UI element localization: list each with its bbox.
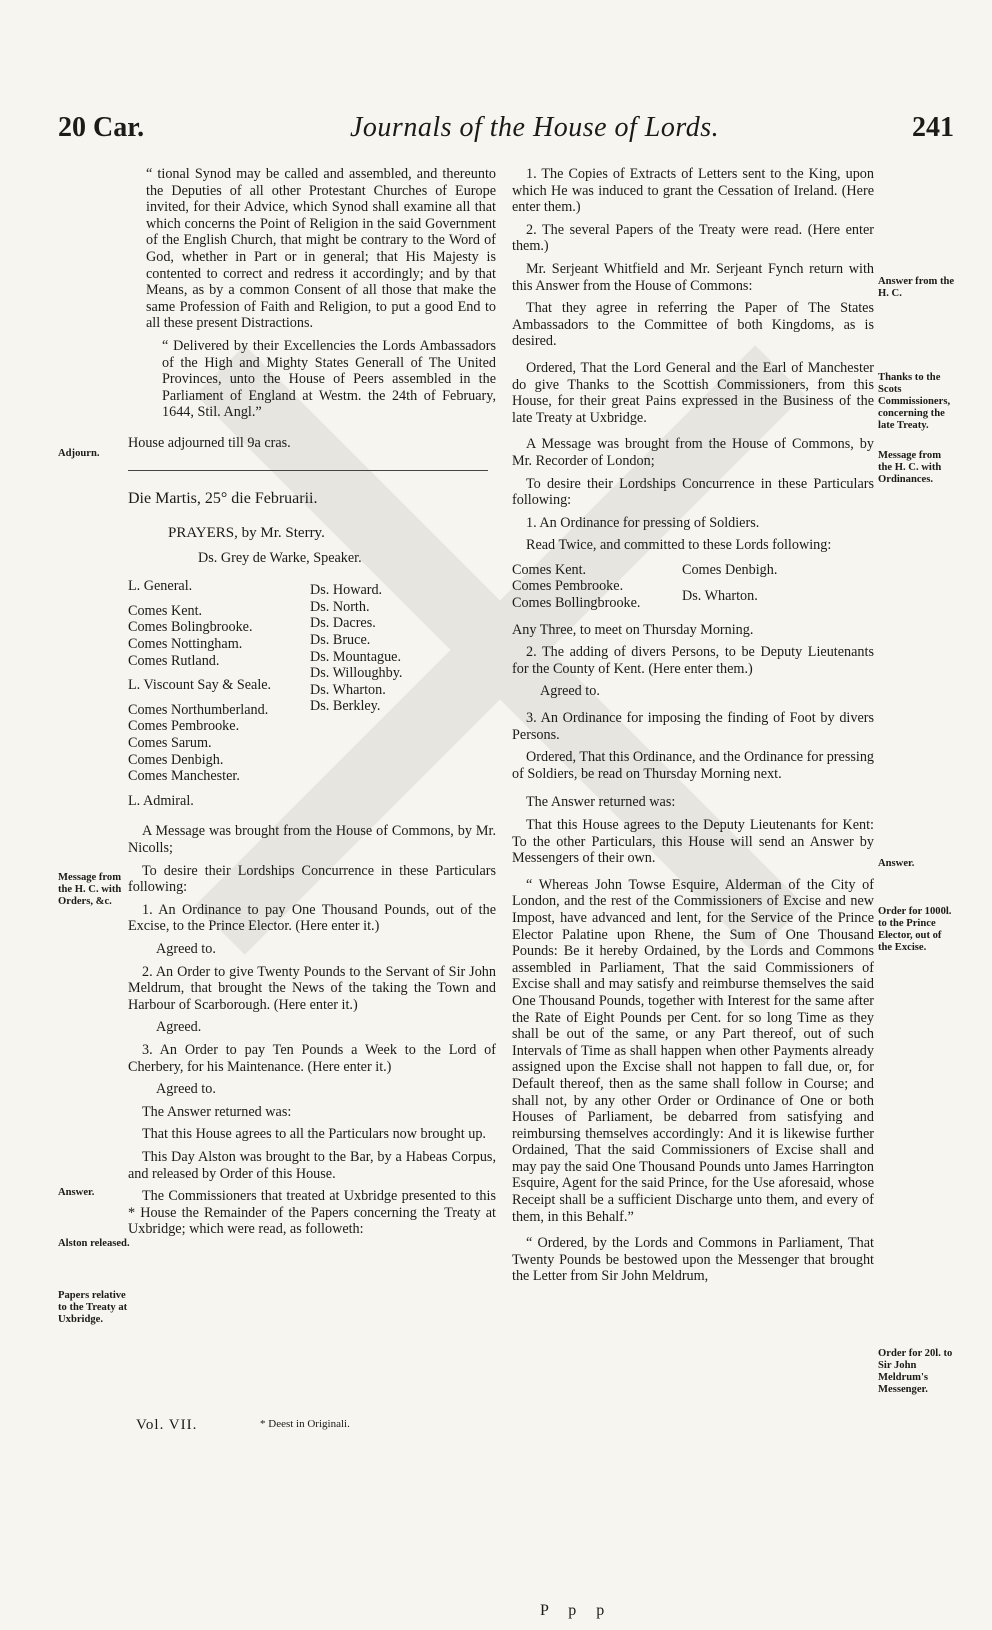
committee-member: Comes Denbigh. [682,561,778,578]
member: Comes Kent. [128,602,203,619]
messenger-order: “ Ordered, by the Lords and Commons in Parliament, That Twenty Pounds be bestowed upon the Messenger that brought the Letter from Sir John Meldrum, [512,1235,874,1285]
member: L. Admiral. [128,792,194,809]
member: L. General. [128,578,193,595]
committee-member: Comes Kent. [512,561,587,578]
footnote: * Deest in Originali. [260,1418,350,1430]
member: Comes Rutland. [128,652,220,669]
header-session: 20 Car. [58,112,145,143]
answer-text-right: That this House agrees to the Deputy Lieutenants for Kent: To the other Particulars, this House will send an Answer by Messengers of their own. [512,817,874,867]
ordinance-pressing: 1. An Ordinance for pressing of Soldiers. [526,514,760,531]
message-commons-2: A Message was brought from the House of Commons, by Mr. Recorder of London; [512,436,874,469]
member: Comes Denbigh. [128,751,224,768]
margin-note-order-20: Order for 20l. to Sir John Meldrum's Messenger. [878,1348,953,1395]
committee-lords-right [682,562,852,612]
member: Ds. Howard. [310,582,383,599]
members-right-list [310,578,470,809]
agreed-note: Agreed. [156,1019,202,1036]
synod-quote: “ tional Synod may be called and assembled, and thereunto the Deputies of all other Protestant Churches of Europe invited, for their Advice, which Synod shall examine all that which concerns the Point of Religion in the said Government of the English Church, that might be contrary to the Word of God, whether in Part or in general; that His Majesty is contented to correct and redress it accordingly; and by that Means, as by a common Consent of all those that make the same Profession of Faith and Religion, to put a good End to all these present Distractions. [146,166,496,332]
section-divider [128,470,488,471]
member: L. Viscount Say & Seale. [128,677,272,694]
margin-note-answer-right: Answer. [878,858,915,869]
states-ambassadors: That they agree in referring the Paper of The States Ambassadors to the Committee of both Kingdoms, as is desired. [512,300,874,350]
committee-member: Comes Bollingbrooke. [512,595,641,612]
message-desire-1: To desire their Lordships Concurrence in these Particulars following: [128,862,496,896]
page-number: 241 [912,112,954,143]
member: Ds. Dacres. [310,615,376,632]
speaker-line: Ds. Grey de Warke, Speaker. [198,549,362,566]
delivered-quote: “ Delivered by their Excellencies the Lords Ambassadors of the High and Mighty States Generall of The United Provinces, unto the House of Peers assembled in the Parliament of England at Westm. the 24th of February, 1644, Stil. Angl.” [162,337,496,421]
uxbridge-papers: The Commissioners that treated at Uxbridge presented to this * House the Remainder of the Papers concerning the Treaty at Uxbridge; which were read, as followeth: [128,1188,496,1238]
margin-note-alston: Alston released. [58,1238,130,1249]
agreed-note: Agreed to. [156,1081,216,1098]
meeting-note: Any Three, to meet on Thursday Morning. [512,621,754,638]
left-column [128,166,496,1244]
margin-note-adjourn: Adjourn. [58,448,100,459]
member: Comes Manchester. [128,768,240,785]
message-desire-2: To desire their Lordships Concurrence in these Particulars following: [512,475,874,509]
committee-member: Ds. Wharton. [682,588,758,605]
signature-mark: P p p [540,1602,613,1619]
alston-release: This Day Alston was brought to the Bar, by a Habeas Corpus, and released by Order of this House. [128,1148,496,1182]
member: Ds. Berkley. [310,698,381,715]
day-heading-text: Die Martis, 25° die Februarii. [128,489,318,507]
margin-note-papers: Papers relative to the Treaty at Uxbridge. [58,1290,128,1325]
member: Comes Northumberland. [128,701,269,718]
ordinance-item-2: 2. An Order to give Twenty Pounds to the Servant of Sir John Meldrum, that brought the News of the taking the Town and Harbour of Scarborough. (Here enter it.) [128,963,496,1013]
day-heading [128,491,496,508]
header-title: Journals of the House of Lords. [350,112,720,143]
margin-note-thanks: Thanks to the Scots Commissioners, concerning the late Treaty. [878,372,951,431]
answer-returned-right: The Answer returned was: [526,794,676,811]
ordered-reading: Ordered, That this Ordinance, and the Ordinance for pressing of Soldiers, be read on Thursday Morning next. [512,749,875,782]
member: Comes Bolingbrooke. [128,619,253,636]
adjourn-text: House adjourned till 9a cras. [128,434,291,451]
margin-note-answer: Answer. [58,1187,95,1198]
member: Ds. Bruce. [310,632,371,649]
ordinance-foot: 3. An Ordinance for imposing the finding of Foot by divers Persons. [512,710,874,743]
committee-lords-left [512,562,682,612]
letters-extracts: 1. The Copies of Extracts of Letters sent to the King, upon which He was induced to grant the Cessation of Ireland. (Here enter them.) [512,166,874,216]
serjeants-return: Mr. Serjeant Whitfield and Mr. Serjeant Fynch return with this Answer from the House of Commons: [512,260,874,294]
margin-note-order-1000: Order for 1000l. to the Prince Elector, out of the Excise. [878,906,952,953]
members-present [128,578,496,809]
committee-lords [512,562,874,612]
volume-label: Vol. VII. [136,1417,198,1433]
member: Ds. Willoughby. [310,665,403,682]
members-left-list [128,578,298,809]
excise-ordinance: “ Whereas John Towse Esquire, Alderman of the City of London, and the rest of the Commissioners of Excise and new Impost, have advanced and lent, for the Service of the Prince Elector Palatine upon Rhene, the Sum of One Thousand Pounds: Be it hereby Ordained, by the Lords and Commons assembled in Parliament, That the said Commissioners of Excise shall and may satisfy and reimburse themselves the said One Thousand Pounds, together with Interest for the same after the Rate of Eight Pounds per Cent. for so long Time as they shall be out of the same, or any Part thereof, out of such Intervals of Time as shall happen when other Payments already assigned upon the Excise shall not happen to fall due, or, for Default thereof, then as the same shall follow in Course; and shall not, by any other Order or Ordinance of One or both Houses of Parliament, be debarred from satisfying and reimbursing themselves accordingly: And it is likewise further Ordained, That the said Commissioners of Excise shall and may pay the said One Thousand Pounds unto James Harrington Esquire, Agent for the said Prince, for the Use aforesaid, whose Receipt shall be a sufficient Discharge unto them, and every of them, in this Behalf.” [512,876,874,1225]
message-commons-1: A Message was brought from the House of Commons, by Mr. Nicolls; [128,823,496,856]
member: Comes Sarum. [128,735,212,752]
member: Comes Pembrooke. [128,718,240,735]
ordinance-item-3: 3. An Order to pay Ten Pounds a Week to the Lord of Cherbery, for his Maintenance. (Here enter it.) [128,1041,496,1075]
margin-note-message: Message from the H. C. with Orders, &c. [58,872,122,907]
member: Comes Nottingham. [128,636,243,653]
margin-note-message-ordinances: Message from the H. C. with Ordinances. [878,450,942,485]
deputy-lieutenants: 2. The adding of divers Persons, to be Deputy Lieutenants for the County of Kent. (Here enter them.) [512,644,874,677]
answer-returned: The Answer returned was: [142,1103,292,1120]
member: Ds. North. [310,598,370,615]
margin-note-answer-hc: Answer from the H. C. [878,276,955,299]
agreed-note: Agreed to. [540,683,600,700]
ordinance-item-1: 1. An Ordinance to pay One Thousand Pounds, out of the Excise, to the Prince Elector. (Here enter it.) [128,901,496,935]
thanks-order: Ordered, That the Lord General and the Earl of Manchester do give Thanks to the Scottish Commissioners, from this House, for their great Pains expressed in the Business of the late Treaty at Uxbridge. [512,359,874,426]
prayers-line: PRAYERS, by Mr. Sterry. [168,525,325,542]
member: Ds. Wharton. [310,681,386,698]
answer-text: That this House agrees to all the Particulars now brought up. [142,1126,486,1143]
committee-member: Comes Pembrooke. [512,578,624,595]
read-twice: Read Twice, and committed to these Lords following: [526,537,832,554]
treaty-papers: 2. The several Papers of the Treaty were read. (Here enter them.) [512,221,874,255]
member: Ds. Mountague. [310,648,402,665]
right-column [512,166,874,1291]
agreed-note: Agreed to. [156,940,216,957]
